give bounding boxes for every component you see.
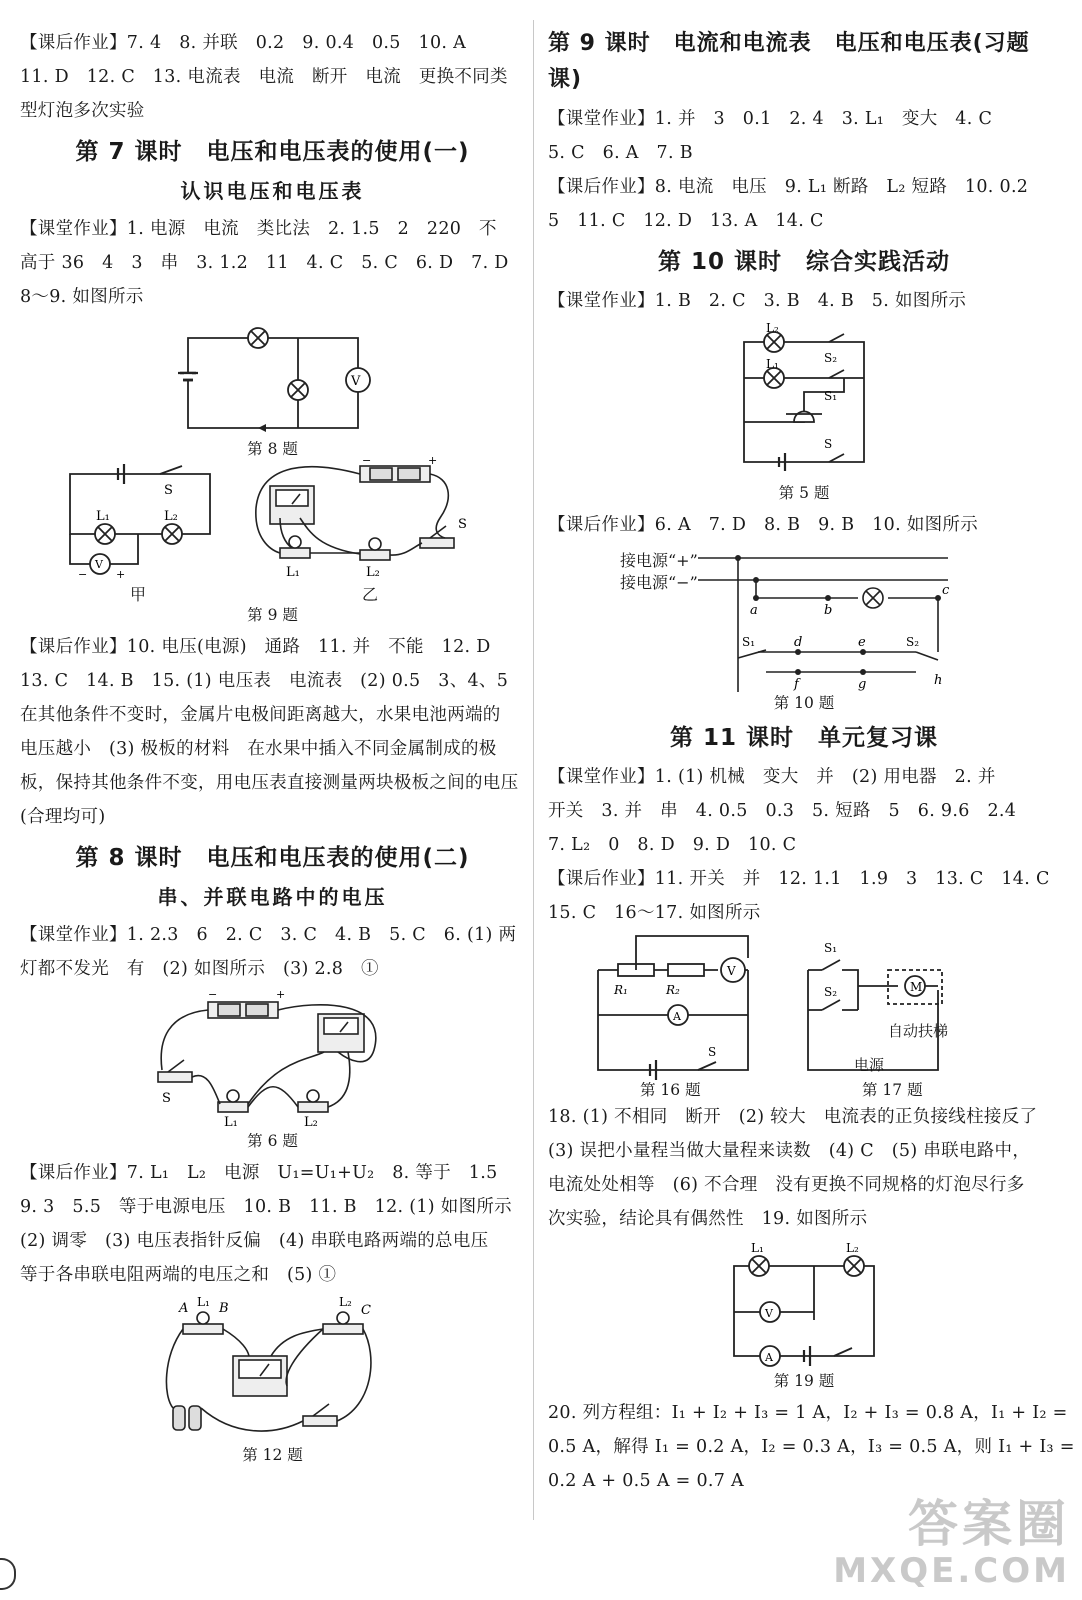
svg-text:−: − xyxy=(78,568,88,581)
figure-12-physical-circuit xyxy=(153,1296,393,1444)
lesson-8-subtitle: 串、并联电路中的电压 xyxy=(157,885,388,909)
lesson-8-title: 第 8 课时 电压和电压表的使用(二) xyxy=(75,845,470,871)
answer-line: 0.5 A，解得 I₁ = 0.2 A，I₂ = 0.3 A，I₃ = 0.5 A，则 I₁ + I₃ = xyxy=(548,1437,1075,1457)
answer-line: 等于各串联电阻两端的电压之和 (5) ① xyxy=(20,1265,337,1285)
svg-text:S₂: S₂ xyxy=(906,635,920,649)
svg-text:S: S xyxy=(458,517,467,532)
watermark-text: 答案圈 xyxy=(908,1495,1070,1553)
svg-text:B: B xyxy=(218,1301,229,1316)
answer-line: 次实验，结论具有偶然性 19. 如图所示 xyxy=(548,1209,868,1229)
svg-text:M: M xyxy=(910,980,923,994)
watermark-url: MXQE.COM xyxy=(833,1551,1070,1591)
answer-line: 【课后作业】8. 电流 电压 9. L₁ 断路 L₂ 短路 10. 0.2 xyxy=(548,177,1029,197)
watermark-logo xyxy=(833,1496,1070,1590)
svg-text:L₂: L₂ xyxy=(164,509,178,524)
svg-text:S: S xyxy=(708,1045,717,1059)
answer-line: 18. (1) 不相同 断开 (2) 较大 电流表的正负接线柱接反了 xyxy=(548,1107,1038,1127)
answer-line: 【课堂作业】1. B 2. C 3. B 4. B 5. 如图所示 xyxy=(548,291,967,311)
svg-text:V: V xyxy=(350,374,360,389)
svg-text:S₂: S₂ xyxy=(824,351,838,365)
answer-line: (3) 误把小量程当做大量程来读数 (4) C (5) 串联电路中， xyxy=(548,1141,1031,1161)
figure-16-circuit-diagram xyxy=(578,930,768,1080)
answer-line: 5. C 6. A 7. B xyxy=(548,143,693,163)
figure-10-container xyxy=(548,542,1060,692)
svg-text:S: S xyxy=(824,437,833,451)
figure-9-caption: 第 9 题 xyxy=(247,606,298,624)
svg-text:h: h xyxy=(934,673,943,688)
answer-line: 【课后作业】7. 4 8. 并联 0.2 9. 0.4 0.5 10. A xyxy=(20,33,467,53)
lesson-7-subtitle: 认识电压和电压表 xyxy=(180,179,365,203)
svg-text:d: d xyxy=(794,635,803,650)
answer-line: 9. 3 5.5 等于电源电压 10. B 11. B 12. (1) 如图所示 xyxy=(20,1197,512,1217)
svg-text:S: S xyxy=(164,483,173,498)
lesson-10-title: 第 10 课时 综合实践活动 xyxy=(657,249,951,275)
svg-text:R₁: R₁ xyxy=(614,983,628,997)
answer-line: 在其他条件不变时，金属片电极间距离越大，水果电池两端的 xyxy=(20,705,501,725)
figure-16-caption: 第 16 题 xyxy=(640,1081,701,1099)
answer-line: 5 11. C 12. D 13. A 14. C xyxy=(548,211,824,231)
svg-text:f: f xyxy=(794,677,799,692)
svg-text:L₁: L₁ xyxy=(766,357,779,371)
figure-9-label-jia: 甲 xyxy=(130,585,147,604)
svg-text:S₂: S₂ xyxy=(824,985,838,999)
svg-text:L₂: L₂ xyxy=(303,1115,318,1130)
svg-text:A: A xyxy=(673,1010,681,1023)
answer-line: 20. 列方程组：I₁ + I₂ + I₃ = 1 A，I₂ + I₃ = 0.8 A，I₁ + I₂ = xyxy=(548,1403,1068,1423)
left-column xyxy=(20,26,525,1470)
answer-line: (2) 调零 (3) 电压表指针反偏 (4) 串联电路两端的总电压 xyxy=(20,1231,489,1251)
svg-text:c: c xyxy=(942,583,950,598)
svg-text:L₁: L₁ xyxy=(96,509,110,524)
answer-line: 【课堂作业】1. (1) 机械 变大 并 (2) 用电器 2. 并 xyxy=(548,767,996,787)
svg-text:S₁: S₁ xyxy=(824,389,838,403)
figure-12-caption: 第 12 题 xyxy=(242,1446,303,1464)
svg-text:R₂: R₂ xyxy=(666,983,680,997)
answer-line: (合理均可) xyxy=(20,807,106,827)
figure-10-plus-label: 接电源“+” xyxy=(620,551,698,570)
answer-line: 8～9. 如图所示 xyxy=(20,287,144,307)
figure-9-circuit-jia xyxy=(60,464,220,584)
figure-10-minus-label: 接电源“−” xyxy=(620,573,698,592)
svg-text:−: − xyxy=(207,988,217,1001)
answer-line: 高于 36 4 3 串 3. 1.2 11 4. C 5. C 6. D 7. D xyxy=(20,253,509,273)
answer-line: 板，保持其他条件不变，用电压表直接测量两块极板之间的电压 xyxy=(20,773,519,793)
figure-6-physical-circuit xyxy=(148,990,398,1130)
svg-text:L₂: L₂ xyxy=(338,1295,352,1309)
page-corner-mark xyxy=(0,1558,16,1590)
svg-text:A: A xyxy=(765,1351,773,1364)
svg-text:L₂: L₂ xyxy=(366,565,380,580)
figure-17-circuit-diagram xyxy=(788,930,988,1080)
answer-line: 【课后作业】10. 电压(电源) 通路 11. 并 不能 12. D xyxy=(20,637,491,657)
answer-line: 电流处处相等 (6) 不合理 没有更换不同规格的灯泡尽行多 xyxy=(548,1175,1025,1195)
figure-17-motor-label: 自动扶梯 xyxy=(888,1022,949,1040)
svg-text:S₁: S₁ xyxy=(742,635,756,649)
figure-9-container xyxy=(20,454,525,604)
svg-text:L₁: L₁ xyxy=(223,1115,238,1130)
svg-text:C: C xyxy=(360,1303,371,1318)
answer-line: 【课堂作业】1. 2.3 6 2. C 3. C 4. B 5. C 6. (1) 两 xyxy=(20,925,517,945)
svg-text:+: + xyxy=(275,988,285,1001)
figure-6-caption: 第 6 题 xyxy=(247,1132,298,1150)
lesson-11-title: 第 11 课时 单元复习课 xyxy=(669,725,939,751)
svg-text:e: e xyxy=(858,635,866,650)
svg-text:−: − xyxy=(362,454,372,467)
figure-8-circuit-diagram xyxy=(158,318,388,438)
svg-text:V: V xyxy=(765,1307,773,1320)
svg-text:L₁: L₁ xyxy=(196,1295,210,1309)
answer-line: 15. C 16～17. 如图所示 xyxy=(548,903,761,923)
svg-text:L₁: L₁ xyxy=(751,1241,764,1255)
figure-17-caption: 第 17 题 xyxy=(862,1081,923,1099)
svg-text:b: b xyxy=(824,603,833,618)
answer-line: 0.2 A + 0.5 A = 0.7 A xyxy=(548,1471,744,1491)
answer-line: 11. D 12. C 13. 电流表 电流 断开 电流 更换不同类 xyxy=(20,67,508,87)
answer-line: 开关 3. 并 串 4. 0.5 0.3 5. 短路 5 6. 9.6 2.4 xyxy=(548,801,1017,821)
answer-line: 【课堂作业】1. 并 3 0.1 2. 4 3. L₁ 变大 4. C xyxy=(548,109,993,129)
answer-line: 7. L₂ 0 8. D 9. D 10. C xyxy=(548,835,797,855)
answer-line: 【课堂作业】1. 电源 电流 类比法 2. 1.5 2 220 不 xyxy=(20,219,497,239)
svg-text:V: V xyxy=(727,964,736,978)
figure-9-label-yi: 乙 xyxy=(362,585,379,604)
figure-8-caption: 第 8 题 xyxy=(247,440,298,458)
answer-line: 13. C 14. B 15. (1) 电压表 电流表 (2) 0.5 3、4、5 xyxy=(20,671,509,691)
svg-text:S: S xyxy=(161,1091,171,1106)
column-divider xyxy=(533,20,534,1520)
answer-line: 型灯泡多次实验 xyxy=(20,101,145,121)
lesson-9-title: 第 9 课时 电流和电流表 电压和电压表(习题课) xyxy=(548,31,1030,92)
figure-16-17-container xyxy=(548,930,1060,1100)
figure-19-circuit-diagram xyxy=(704,1240,904,1370)
svg-text:S₁: S₁ xyxy=(824,941,838,955)
figure-10-caption: 第 10 题 xyxy=(773,694,835,712)
answer-line: 灯都不发光 有 (2) 如图所示 (3) 2.8 ① xyxy=(20,959,379,979)
figure-5-caption: 第 5 题 xyxy=(778,484,830,502)
answer-line: 【课后作业】7. L₁ L₂ 电源 U₁=U₁+U₂ 8. 等于 1.5 xyxy=(20,1163,498,1183)
right-column xyxy=(548,26,1075,1498)
svg-text:L₁: L₁ xyxy=(286,565,300,580)
svg-text:L₂: L₂ xyxy=(766,321,779,335)
figure-10-wiring-diagram xyxy=(698,542,948,692)
svg-text:a: a xyxy=(750,603,758,618)
svg-text:+: + xyxy=(428,454,438,467)
svg-text:L₂: L₂ xyxy=(846,1241,859,1255)
svg-text:g: g xyxy=(858,677,867,692)
svg-text:A: A xyxy=(178,1301,188,1316)
svg-text:V: V xyxy=(95,558,103,571)
figure-9-physical-circuit-yi xyxy=(240,454,490,588)
answer-line: 【课后作业】6. A 7. D 8. B 9. B 10. 如图所示 xyxy=(548,515,979,535)
figure-19-caption: 第 19 题 xyxy=(773,1372,835,1390)
answer-line: 【课后作业】11. 开关 并 12. 1.1 1.9 3 13. C 14. C xyxy=(548,869,1050,889)
svg-text:+: + xyxy=(116,568,126,581)
lesson-7-title: 第 7 课时 电压和电压表的使用(一) xyxy=(75,139,470,165)
figure-17-source-label: 电源 xyxy=(854,1056,885,1074)
figure-5-circuit-diagram xyxy=(704,322,904,482)
answer-line: 电压越小 (3) 极板的材料 在水果中插入不同金属制成的极 xyxy=(20,739,497,759)
